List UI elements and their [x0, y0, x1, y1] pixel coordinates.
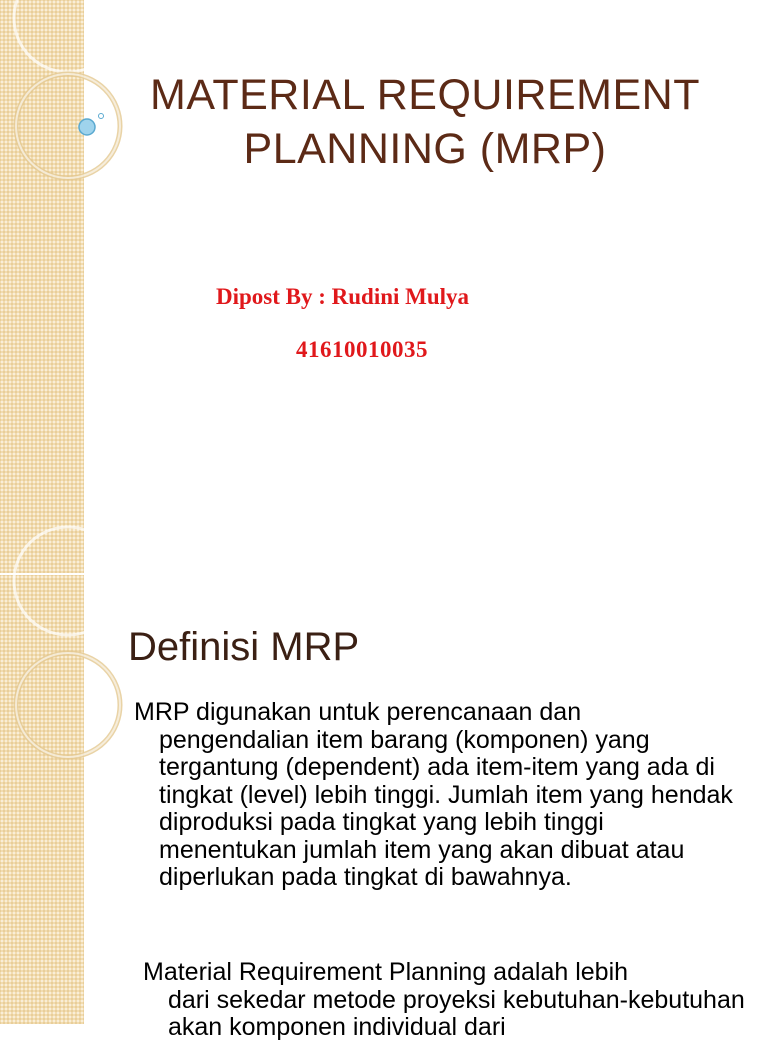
paragraph-1-body: pengendalian item barang (komponen) yang tergantung (dependent) ada item-item yang ada di tingkat (level) lebih tinggi. Jumlah item yang hendak diproduksi pada tingkat yang lebih tinggi menentukan jumlah item yang akan dibuat atau diperlukan pada tingkat di bawahnya.: [159, 725, 733, 891]
definition-slide: [0, 575, 768, 1041]
paragraph-2-body: dari sekedar metode proyeksi kebutuhan-kebutuhan akan komponen individual dari: [168, 985, 745, 1041]
student-id: 41610010035: [296, 337, 428, 362]
paragraph-2: [143, 959, 748, 1042]
author-line: Dipost By : Rudini Mulya: [216, 284, 470, 309]
section-heading: Definisi MRP: [128, 625, 360, 669]
paragraph-1: [134, 699, 746, 892]
ring-top: [14, 0, 122, 72]
ring-main-highlight: [16, 653, 120, 757]
title-line-2: PLANNING (MRP): [243, 125, 607, 173]
slide-title: [100, 68, 750, 176]
paragraph-2-first-line: Material Requirement Planning adalah lebih: [143, 958, 629, 986]
title-line-1: MATERIAL REQUIREMENT: [150, 71, 700, 119]
paragraph-1-first-line: MRP digunakan untuk perencanaan dan: [134, 698, 582, 726]
bubble-large-icon: [79, 119, 95, 135]
